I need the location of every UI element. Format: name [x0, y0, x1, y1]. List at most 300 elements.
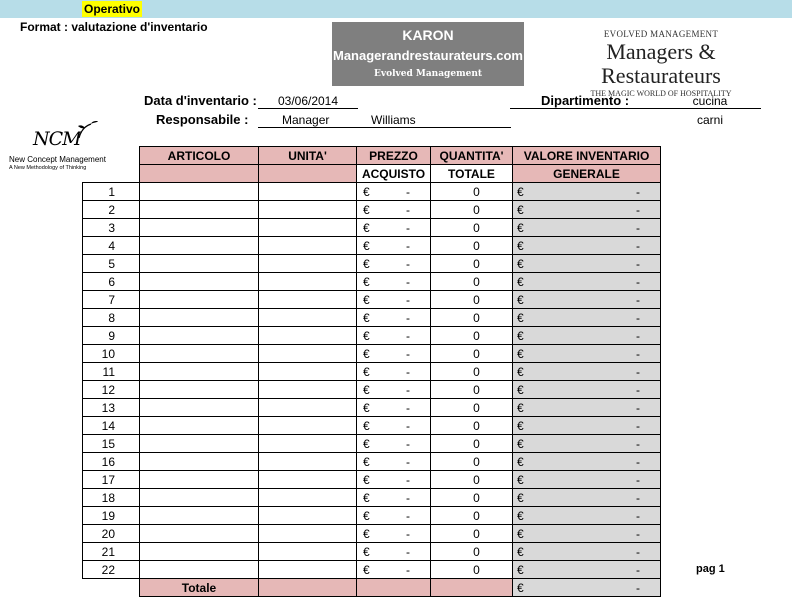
dash-value: -	[636, 310, 640, 325]
articolo-cell[interactable]	[140, 255, 259, 273]
euro-symbol: €	[363, 526, 370, 541]
prezzo-cell-content	[357, 256, 430, 272]
valore-cell[interactable]	[513, 435, 661, 453]
prezzo-cell[interactable]	[357, 453, 431, 471]
euro-symbol: €	[517, 274, 524, 289]
valore-cell[interactable]	[513, 417, 661, 435]
unita-cell[interactable]	[259, 237, 357, 255]
dash-value: -	[406, 310, 410, 325]
euro-symbol: €	[363, 454, 370, 469]
prezzo-cell[interactable]	[357, 561, 431, 579]
articolo-cell[interactable]	[140, 237, 259, 255]
valore-cell-content	[513, 508, 660, 524]
dash-value: -	[636, 256, 640, 271]
row-number: 7	[83, 291, 140, 309]
row-number: 2	[83, 201, 140, 219]
prezzo-cell-content	[357, 544, 430, 560]
euro-symbol: €	[517, 490, 524, 505]
valore-cell-content	[513, 310, 660, 326]
euro-symbol: €	[363, 508, 370, 523]
dash-value: -	[406, 418, 410, 433]
total-row	[83, 579, 661, 597]
row-number: 19	[83, 507, 140, 525]
euro-symbol: €	[363, 328, 370, 343]
dash-value: -	[406, 328, 410, 343]
valore-cell[interactable]	[513, 363, 661, 381]
euro-symbol: €	[517, 544, 524, 559]
euro-symbol: €	[363, 382, 370, 397]
euro-symbol: €	[517, 292, 524, 307]
valore-cell-content	[513, 526, 660, 542]
col-subheader-generale: GENERALE	[513, 165, 661, 183]
row-number: 21	[83, 543, 140, 561]
quantita-cell[interactable]: 0	[431, 417, 513, 435]
euro-symbol: €	[517, 562, 524, 577]
valore-cell[interactable]	[513, 543, 661, 561]
karon-logo-site: Managerandrestaurateurs.com	[332, 48, 523, 63]
row-number: 18	[83, 489, 140, 507]
valore-cell-content	[513, 238, 660, 254]
quantita-cell[interactable]: 0	[431, 525, 513, 543]
quantita-cell[interactable]: 0	[431, 345, 513, 363]
articolo-cell[interactable]	[140, 561, 259, 579]
dash-value: -	[406, 544, 410, 559]
col-subheader-acquisto: ACQUISTO	[357, 165, 431, 183]
valore-cell-content	[513, 202, 660, 218]
euro-symbol: €	[517, 436, 524, 451]
quantita-cell[interactable]: 0	[431, 543, 513, 561]
prezzo-cell[interactable]	[357, 435, 431, 453]
quantita-cell[interactable]: 0	[431, 183, 513, 201]
table-row	[83, 237, 661, 255]
unita-cell[interactable]	[259, 345, 357, 363]
euro-symbol: €	[363, 544, 370, 559]
euro-symbol: €	[517, 382, 524, 397]
prezzo-cell[interactable]	[357, 309, 431, 327]
quantita-cell[interactable]: 0	[431, 381, 513, 399]
row-number: 16	[83, 453, 140, 471]
prezzo-cell-content	[357, 382, 430, 398]
mr-logo-top: EVOLVED MANAGEMENT	[603, 29, 719, 39]
row-number: 3	[83, 219, 140, 237]
table-row	[83, 219, 661, 237]
articolo-cell[interactable]	[140, 435, 259, 453]
format-title: Format : valutazione d'inventario	[20, 20, 208, 34]
quantita-cell[interactable]: 0	[431, 399, 513, 417]
valore-cell[interactable]	[513, 219, 661, 237]
prezzo-cell-content	[357, 454, 430, 470]
ncm-logo-name: New Concept Management	[9, 155, 106, 164]
dash-value: -	[406, 220, 410, 235]
prezzo-cell[interactable]	[357, 399, 431, 417]
table-row	[83, 453, 661, 471]
table-row	[83, 273, 661, 291]
valore-cell[interactable]	[513, 525, 661, 543]
dash-value: -	[406, 382, 410, 397]
dash-value: -	[636, 382, 640, 397]
prezzo-cell[interactable]	[357, 291, 431, 309]
euro-symbol: €	[363, 220, 370, 235]
col-subheader-totale: TOTALE	[431, 165, 513, 183]
dash-value: -	[636, 526, 640, 541]
table-row	[83, 291, 661, 309]
valore-cell-content	[513, 400, 660, 416]
valore-cell-content	[513, 292, 660, 308]
euro-symbol: €	[363, 400, 370, 415]
euro-symbol: €	[517, 310, 524, 325]
prezzo-cell[interactable]	[357, 543, 431, 561]
valore-cell[interactable]	[513, 201, 661, 219]
prezzo-cell[interactable]	[357, 525, 431, 543]
dash-value: -	[406, 508, 410, 523]
prezzo-cell-content	[357, 328, 430, 344]
unita-cell[interactable]	[259, 453, 357, 471]
euro-symbol: €	[517, 400, 524, 415]
prezzo-cell-content	[357, 184, 430, 200]
unita-cell[interactable]	[259, 273, 357, 291]
unita-cell[interactable]	[259, 309, 357, 327]
articolo-cell[interactable]	[140, 345, 259, 363]
dash-value: -	[636, 184, 640, 199]
valore-cell-content	[513, 220, 660, 236]
prezzo-cell[interactable]	[357, 489, 431, 507]
valore-cell-content	[513, 544, 660, 560]
table-row	[83, 309, 661, 327]
col-header-articolo: ARTICOLO	[140, 147, 259, 165]
prezzo-cell-content	[357, 436, 430, 452]
unita-cell[interactable]	[259, 417, 357, 435]
unita-cell[interactable]	[259, 399, 357, 417]
articolo-cell[interactable]	[140, 183, 259, 201]
valore-cell[interactable]	[513, 381, 661, 399]
valore-cell-content	[513, 454, 660, 470]
prezzo-cell-content	[357, 310, 430, 326]
prezzo-cell-content	[357, 562, 430, 578]
row-number: 11	[83, 363, 140, 381]
table-row	[83, 399, 661, 417]
valore-cell[interactable]	[513, 273, 661, 291]
dash-value: -	[406, 490, 410, 505]
row-number: 9	[83, 327, 140, 345]
unita-cell[interactable]	[259, 489, 357, 507]
articolo-cell[interactable]	[140, 201, 259, 219]
dipartimento-value[interactable]: cucina	[692, 94, 728, 108]
prezzo-cell-content	[357, 472, 430, 488]
dipartimento-label: Dipartimento :	[541, 93, 630, 108]
valore-cell[interactable]	[513, 345, 661, 363]
unita-cell[interactable]	[259, 201, 357, 219]
unita-cell[interactable]	[259, 219, 357, 237]
dash-value: -	[636, 292, 640, 307]
valore-cell-content	[513, 562, 660, 578]
unita-cell[interactable]	[259, 525, 357, 543]
euro-symbol: €	[517, 472, 524, 487]
unita-cell[interactable]	[259, 291, 357, 309]
managers-restaurateurs-logo	[546, 18, 776, 98]
valore-cell-content	[513, 436, 660, 452]
euro-symbol: €	[363, 256, 370, 271]
karon-logo	[332, 22, 524, 86]
date-value[interactable]: 03/06/2014	[277, 94, 339, 108]
prezzo-cell-content	[357, 292, 430, 308]
dash-value: -	[406, 472, 410, 487]
valore-cell[interactable]	[513, 507, 661, 525]
mr-logo-name: Managers & Restaurateurs	[601, 39, 721, 88]
dash-value: -	[406, 292, 410, 307]
dash-value: -	[636, 346, 640, 361]
row-number: 12	[83, 381, 140, 399]
quantita-cell[interactable]: 0	[431, 453, 513, 471]
dash-value: -	[406, 526, 410, 541]
valore-cell-content	[513, 472, 660, 488]
table-row	[83, 327, 661, 345]
prezzo-cell[interactable]	[357, 363, 431, 381]
karon-logo-title: KARON	[402, 27, 454, 43]
table-row	[83, 255, 661, 273]
quantita-cell[interactable]: 0	[431, 327, 513, 345]
unita-cell[interactable]	[259, 363, 357, 381]
euro-symbol: €	[517, 364, 524, 379]
valore-cell-content	[513, 382, 660, 398]
quantita-cell[interactable]: 0	[431, 309, 513, 327]
row-number: 13	[83, 399, 140, 417]
valore-cell[interactable]	[513, 489, 661, 507]
dash-value: -	[406, 238, 410, 253]
euro-symbol: €	[517, 184, 524, 199]
prezzo-cell-content	[357, 418, 430, 434]
row-number: 15	[83, 435, 140, 453]
valore-cell[interactable]	[513, 291, 661, 309]
quantita-cell[interactable]: 0	[431, 435, 513, 453]
euro-symbol: €	[517, 418, 524, 433]
total-quantita-blank	[431, 579, 513, 597]
unita-cell[interactable]	[259, 561, 357, 579]
dipartimento-subvalue[interactable]: carni	[696, 113, 723, 127]
table-subheader-row	[83, 165, 661, 183]
valore-cell[interactable]	[513, 561, 661, 579]
prezzo-cell[interactable]	[357, 417, 431, 435]
quantita-cell[interactable]: 0	[431, 471, 513, 489]
table-row	[83, 183, 661, 201]
valore-cell-content	[513, 346, 660, 362]
articolo-cell[interactable]	[140, 525, 259, 543]
prezzo-cell-content	[357, 274, 430, 290]
prezzo-cell-content	[357, 220, 430, 236]
dash-value: -	[406, 436, 410, 451]
articolo-cell[interactable]	[140, 543, 259, 561]
row-number: 6	[83, 273, 140, 291]
valore-cell[interactable]	[513, 237, 661, 255]
unita-cell[interactable]	[259, 435, 357, 453]
prezzo-cell[interactable]	[357, 201, 431, 219]
unita-cell[interactable]	[259, 183, 357, 201]
valore-cell[interactable]	[513, 453, 661, 471]
valore-cell-content	[513, 184, 660, 200]
dash-value: -	[406, 184, 410, 199]
total-label: Totale	[140, 579, 259, 597]
total-valore-cell-content	[513, 580, 660, 596]
euro-symbol: €	[363, 472, 370, 487]
euro-symbol: €	[363, 292, 370, 307]
valore-cell[interactable]	[513, 399, 661, 417]
prezzo-cell[interactable]	[357, 327, 431, 345]
table-row	[83, 201, 661, 219]
table-row	[83, 381, 661, 399]
valore-cell[interactable]	[513, 255, 661, 273]
dipartimento-underline	[510, 108, 761, 109]
unita-cell[interactable]	[259, 255, 357, 273]
valore-cell[interactable]	[513, 327, 661, 345]
euro-symbol: €	[363, 238, 370, 253]
mr-logo-tagline: THE MAGIC WORLD OF HOSPITALITY	[590, 89, 732, 98]
valore-cell[interactable]	[513, 309, 661, 327]
euro-symbol: €	[517, 328, 524, 343]
col-header-quantita: QUANTITA'	[431, 147, 513, 165]
dash-value: -	[406, 364, 410, 379]
unita-cell[interactable]	[259, 381, 357, 399]
euro-symbol: €	[517, 220, 524, 235]
articolo-cell[interactable]	[140, 489, 259, 507]
euro-symbol: €	[517, 346, 524, 361]
articolo-cell[interactable]	[140, 291, 259, 309]
quantita-cell[interactable]: 0	[431, 201, 513, 219]
prezzo-cell-content	[357, 346, 430, 362]
euro-symbol: €	[363, 364, 370, 379]
articolo-cell[interactable]	[140, 219, 259, 237]
quantita-cell[interactable]: 0	[431, 273, 513, 291]
euro-symbol: €	[363, 490, 370, 505]
karon-logo-tagline: Evolved Management	[373, 69, 483, 79]
dash-value: -	[406, 562, 410, 577]
euro-symbol: €	[517, 508, 524, 523]
inventory-table	[82, 146, 661, 597]
prezzo-cell-content	[357, 202, 430, 218]
responsabile-first-name[interactable]: Manager	[282, 113, 330, 127]
table-header-row	[83, 147, 661, 165]
valore-cell-content	[513, 274, 660, 290]
articolo-cell[interactable]	[140, 381, 259, 399]
euro-symbol: €	[517, 256, 524, 271]
articolo-cell[interactable]	[140, 507, 259, 525]
articolo-cell[interactable]	[140, 273, 259, 291]
prezzo-cell[interactable]	[357, 237, 431, 255]
prezzo-cell[interactable]	[357, 345, 431, 363]
ncm-logo-mark: NCM	[33, 128, 81, 150]
quantita-cell[interactable]: 0	[431, 507, 513, 525]
prezzo-cell[interactable]	[357, 381, 431, 399]
row-number: 22	[83, 561, 140, 579]
dash-value: -	[406, 400, 410, 415]
dash-value: -	[636, 580, 640, 595]
table-row	[83, 525, 661, 543]
articolo-cell[interactable]	[140, 327, 259, 345]
prezzo-cell[interactable]	[357, 219, 431, 237]
dash-value: -	[636, 472, 640, 487]
prezzo-cell[interactable]	[357, 471, 431, 489]
articolo-cell[interactable]	[140, 453, 259, 471]
prezzo-cell[interactable]	[357, 183, 431, 201]
articolo-cell[interactable]	[140, 399, 259, 417]
table-row	[83, 489, 661, 507]
unita-cell[interactable]	[259, 507, 357, 525]
quantita-cell[interactable]: 0	[431, 219, 513, 237]
euro-symbol: €	[363, 274, 370, 289]
prezzo-cell-content	[357, 526, 430, 542]
row-number: 17	[83, 471, 140, 489]
total-unita-blank	[259, 579, 357, 597]
responsabile-last-name[interactable]: Williams	[371, 113, 416, 127]
euro-symbol: €	[363, 202, 370, 217]
table-row	[83, 471, 661, 489]
prezzo-cell-content	[357, 364, 430, 380]
prezzo-cell-content	[357, 238, 430, 254]
table-row	[83, 345, 661, 363]
table-row	[83, 507, 661, 525]
responsabile-label: Responsabile :	[156, 112, 249, 127]
articolo-cell[interactable]	[140, 471, 259, 489]
euro-symbol: €	[517, 238, 524, 253]
prezzo-cell-content	[357, 400, 430, 416]
euro-symbol: €	[363, 184, 370, 199]
dash-value: -	[636, 400, 640, 415]
euro-symbol: €	[517, 202, 524, 217]
euro-symbol: €	[517, 526, 524, 541]
prezzo-cell[interactable]	[357, 273, 431, 291]
dash-value: -	[406, 274, 410, 289]
table-row	[83, 435, 661, 453]
dash-value: -	[636, 328, 640, 343]
dash-value: -	[636, 418, 640, 433]
valore-cell-content	[513, 490, 660, 506]
row-number: 4	[83, 237, 140, 255]
quantita-cell[interactable]: 0	[431, 489, 513, 507]
euro-symbol: €	[517, 580, 524, 595]
status-label: Operativo	[84, 2, 141, 16]
row-number: 10	[83, 345, 140, 363]
prezzo-cell[interactable]	[357, 255, 431, 273]
valore-cell-content	[513, 328, 660, 344]
unita-cell[interactable]	[259, 471, 357, 489]
articolo-cell[interactable]	[140, 417, 259, 435]
quantita-cell[interactable]: 0	[431, 291, 513, 309]
valore-cell-content	[513, 364, 660, 380]
responsabile-underline	[258, 127, 511, 128]
quantita-cell[interactable]: 0	[431, 255, 513, 273]
row-number: 20	[83, 525, 140, 543]
euro-symbol: €	[363, 418, 370, 433]
quantita-cell[interactable]: 0	[431, 561, 513, 579]
table-row	[83, 543, 661, 561]
quantita-cell[interactable]: 0	[431, 237, 513, 255]
dash-value: -	[636, 238, 640, 253]
unita-cell[interactable]	[259, 543, 357, 561]
prezzo-cell[interactable]	[357, 507, 431, 525]
dash-value: -	[406, 454, 410, 469]
unita-cell[interactable]	[259, 327, 357, 345]
valore-cell-content	[513, 418, 660, 434]
dash-value: -	[406, 346, 410, 361]
quantita-cell[interactable]: 0	[431, 363, 513, 381]
articolo-cell[interactable]	[140, 309, 259, 327]
valore-cell[interactable]	[513, 183, 661, 201]
col-header-unita: UNITA'	[259, 147, 357, 165]
valore-cell[interactable]	[513, 471, 661, 489]
row-number: 14	[83, 417, 140, 435]
prezzo-cell-content	[357, 490, 430, 506]
dash-value: -	[636, 562, 640, 577]
ncm-logo-tagline: A New Methodology of Thinking	[9, 165, 87, 171]
articolo-cell[interactable]	[140, 363, 259, 381]
